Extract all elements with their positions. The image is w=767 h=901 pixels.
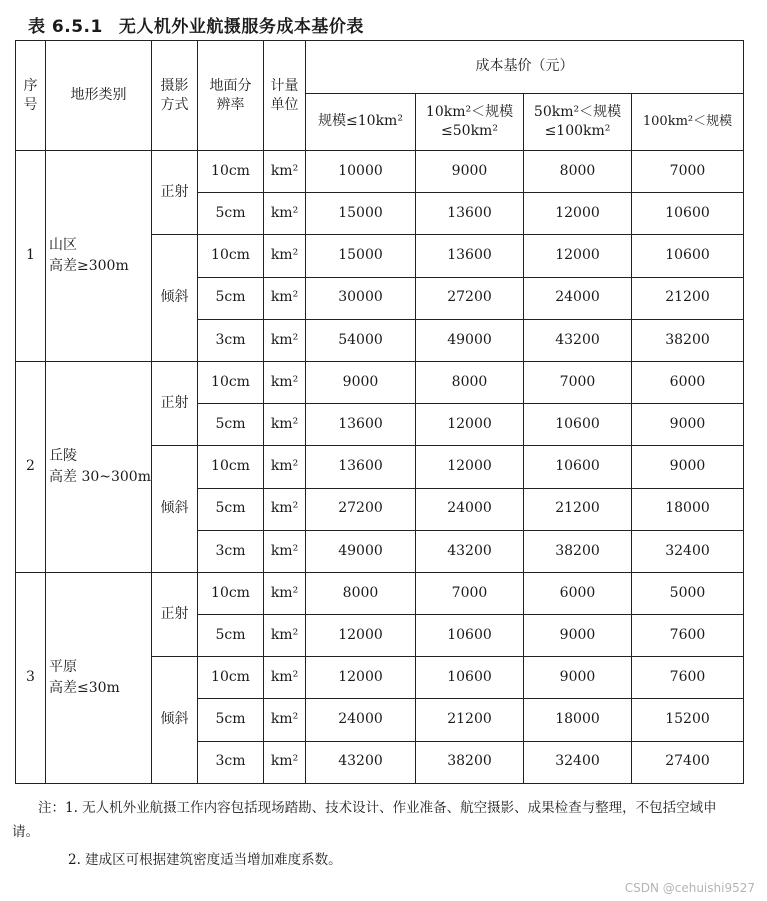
header-scale-4: 100km²＜规模: [632, 94, 744, 151]
header-scale-2: 10km²＜规模≤50km²: [416, 94, 524, 151]
price-cell: 8000: [416, 361, 524, 403]
price-cell: 32400: [632, 530, 744, 572]
header-seq: 序号: [16, 41, 46, 151]
unit-cell: km²: [264, 319, 306, 361]
unit-cell: km²: [264, 741, 306, 783]
seq-cell: 1: [16, 151, 46, 362]
unit-cell: km²: [264, 572, 306, 614]
header-terrain: 地形类别: [46, 41, 152, 151]
price-cell: 10600: [632, 235, 744, 277]
photo-mode-cell: 倾斜: [152, 446, 198, 573]
price-cell: 12000: [416, 446, 524, 488]
price-cell: 10600: [524, 446, 632, 488]
price-cell: 15200: [632, 699, 744, 741]
price-cell: 24000: [416, 488, 524, 530]
note-1: 注：1. 无人机外业航摄工作内容包括现场踏勘、技术设计、作业准备、航空摄影、成果检查与整理，不包括空域申请。: [12, 800, 717, 840]
unit-cell: km²: [264, 657, 306, 699]
resolution-cell: 5cm: [198, 699, 264, 741]
terrain-desc: 高差 30~300m: [49, 468, 151, 485]
price-cell: 15000: [306, 235, 416, 277]
price-cell: 10600: [416, 615, 524, 657]
price-cell: 6000: [524, 572, 632, 614]
price-cell: 9000: [632, 446, 744, 488]
price-cell: 27200: [416, 277, 524, 319]
price-cell: 12000: [306, 615, 416, 657]
terrain-cell: [46, 572, 152, 783]
price-cell: 24000: [524, 277, 632, 319]
price-cell: 18000: [524, 699, 632, 741]
price-cell: 7000: [632, 151, 744, 193]
unit-cell: km²: [264, 615, 306, 657]
header-resolution: 地面分辨率: [198, 41, 264, 151]
cost-table: [15, 40, 744, 784]
unit-cell: km²: [264, 277, 306, 319]
price-cell: 7000: [416, 572, 524, 614]
resolution-cell: 5cm: [198, 488, 264, 530]
terrain-cell: [46, 151, 152, 362]
price-cell: 8000: [524, 151, 632, 193]
header-scale-3: 50km²＜规模≤100km²: [524, 94, 632, 151]
price-cell: 49000: [416, 319, 524, 361]
price-cell: 7600: [632, 615, 744, 657]
unit-cell: km²: [264, 404, 306, 446]
price-cell: 12000: [524, 235, 632, 277]
table-number: 表 6.5.1: [28, 17, 103, 37]
resolution-cell: 10cm: [198, 572, 264, 614]
price-cell: 21200: [524, 488, 632, 530]
price-cell: 27400: [632, 741, 744, 783]
price-cell: 15000: [306, 193, 416, 235]
unit-cell: km²: [264, 699, 306, 741]
seq-cell: 2: [16, 361, 46, 572]
terrain-name: 平原: [49, 658, 77, 675]
terrain-desc: 高差≥300m: [49, 257, 129, 274]
price-cell: 43200: [416, 530, 524, 572]
table-row: [16, 151, 744, 193]
price-cell: 38200: [524, 530, 632, 572]
header-photo-mode: 摄影方式: [152, 41, 198, 151]
resolution-cell: 5cm: [198, 404, 264, 446]
resolution-cell: 5cm: [198, 193, 264, 235]
photo-mode-cell: 正射: [152, 151, 198, 235]
price-cell: 12000: [306, 657, 416, 699]
price-cell: 49000: [306, 530, 416, 572]
price-cell: 38200: [416, 741, 524, 783]
price-cell: 10600: [416, 657, 524, 699]
price-cell: 18000: [632, 488, 744, 530]
price-cell: 21200: [632, 277, 744, 319]
price-cell: 54000: [306, 319, 416, 361]
price-cell: 9000: [524, 615, 632, 657]
table-row: [16, 572, 744, 614]
price-cell: 12000: [524, 193, 632, 235]
seq-cell: 3: [16, 572, 46, 783]
price-cell: 13600: [416, 193, 524, 235]
price-cell: 30000: [306, 277, 416, 319]
price-cell: 9000: [306, 361, 416, 403]
price-cell: 13600: [306, 446, 416, 488]
price-cell: 6000: [632, 361, 744, 403]
header-row-1: [16, 41, 744, 94]
table-title-text: 无人机外业航摄服务成本基价表: [118, 17, 364, 37]
price-cell: 5000: [632, 572, 744, 614]
resolution-cell: 3cm: [198, 530, 264, 572]
photo-mode-cell: 正射: [152, 361, 198, 445]
unit-cell: km²: [264, 235, 306, 277]
note-2: 2. 建成区可根据建筑密度适当增加难度系数。: [68, 852, 342, 868]
unit-cell: km²: [264, 530, 306, 572]
unit-cell: km²: [264, 446, 306, 488]
price-cell: 10600: [632, 193, 744, 235]
price-cell: 9000: [632, 404, 744, 446]
resolution-cell: 10cm: [198, 235, 264, 277]
unit-cell: km²: [264, 488, 306, 530]
resolution-cell: 10cm: [198, 446, 264, 488]
photo-mode-cell: 倾斜: [152, 657, 198, 784]
terrain-cell: [46, 361, 152, 572]
price-cell: 10000: [306, 151, 416, 193]
watermark: CSDN @cehuishi9527: [624, 881, 755, 895]
terrain-name: 丘陵: [49, 447, 77, 464]
resolution-cell: 3cm: [198, 319, 264, 361]
unit-cell: km²: [264, 151, 306, 193]
price-cell: 13600: [306, 404, 416, 446]
terrain-name: 山区: [49, 236, 77, 253]
price-cell: 7000: [524, 361, 632, 403]
photo-mode-cell: 正射: [152, 572, 198, 656]
resolution-cell: 5cm: [198, 277, 264, 319]
resolution-cell: 10cm: [198, 361, 264, 403]
price-cell: 27200: [306, 488, 416, 530]
price-cell: 8000: [306, 572, 416, 614]
price-cell: 9000: [416, 151, 524, 193]
price-cell: 10600: [524, 404, 632, 446]
price-cell: 7600: [632, 657, 744, 699]
resolution-cell: 3cm: [198, 741, 264, 783]
header-scale-1: 规模≤10km²: [306, 94, 416, 151]
price-cell: 21200: [416, 699, 524, 741]
price-cell: 9000: [524, 657, 632, 699]
terrain-desc: 高差≤30m: [49, 679, 120, 696]
price-cell: 13600: [416, 235, 524, 277]
price-cell: 24000: [306, 699, 416, 741]
unit-cell: km²: [264, 361, 306, 403]
resolution-cell: 5cm: [198, 615, 264, 657]
table-row: [16, 361, 744, 403]
price-cell: 38200: [632, 319, 744, 361]
price-cell: 43200: [524, 319, 632, 361]
price-cell: 12000: [416, 404, 524, 446]
header-cost-group: 成本基价（元）: [306, 41, 744, 94]
resolution-cell: 10cm: [198, 151, 264, 193]
photo-mode-cell: 倾斜: [152, 235, 198, 362]
price-cell: 32400: [524, 741, 632, 783]
price-cell: 43200: [306, 741, 416, 783]
header-unit: 计量单位: [264, 41, 306, 151]
unit-cell: km²: [264, 193, 306, 235]
resolution-cell: 10cm: [198, 657, 264, 699]
table-body: [16, 151, 744, 784]
table-title: [28, 12, 364, 37]
